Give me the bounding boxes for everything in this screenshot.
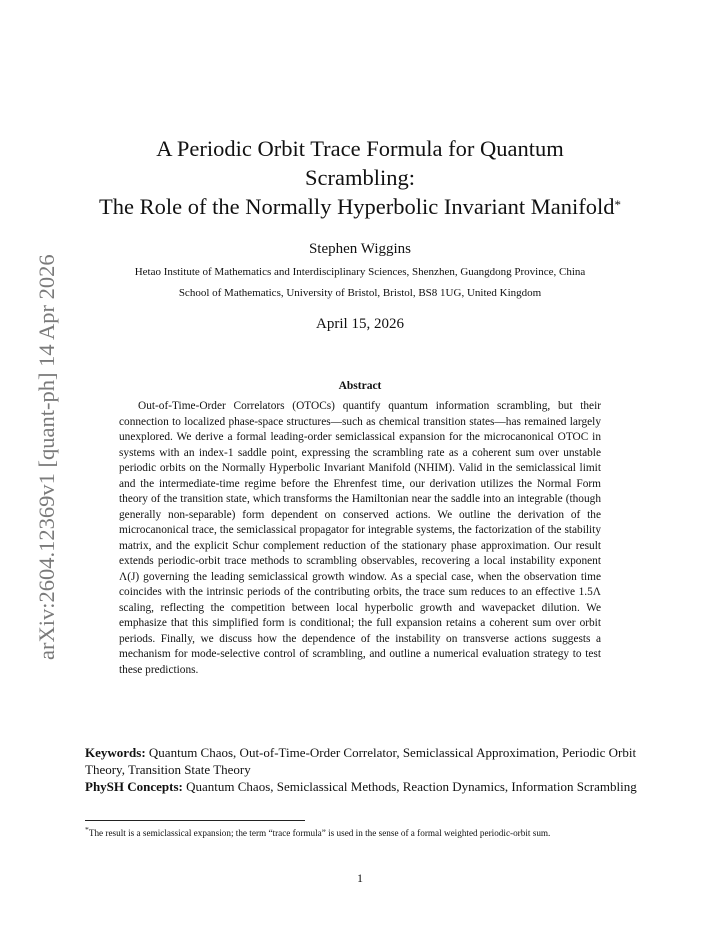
footnote-rule <box>85 820 305 821</box>
keywords-block <box>85 744 637 795</box>
physh-text: Quantum Chaos, Semiclassical Methods, Reaction Dynamics, Information Scrambling <box>186 779 637 794</box>
footnote <box>85 823 637 840</box>
affiliation-1: Hetao Institute of Mathematics and Interdisciplinary Sciences, Shenzhen, Guangdong Province, China <box>134 266 586 278</box>
title-footnote-mark[interactable]: * <box>614 197 621 212</box>
paper-date: April 15, 2026 <box>316 316 404 332</box>
title-line-3 <box>0 192 720 221</box>
arxiv-stamp: arXiv:2604.12369v1 [quant-ph] 14 Apr 2026 <box>34 254 59 660</box>
keywords-line <box>85 744 637 778</box>
page-number: 1 <box>357 871 363 885</box>
physh-line <box>85 778 637 795</box>
keywords-text: Quantum Chaos, Out-of-Time-Order Correlator, Semiclassical Approximation, Periodic Orbit Theory, Transition State Theory <box>85 745 637 777</box>
physh-label: PhySH Concepts: <box>85 779 183 794</box>
keywords-label: Keywords: <box>85 745 146 760</box>
affiliation-2: School of Mathematics, University of Bristol, Bristol, BS8 1UG, United Kingdom <box>178 287 542 299</box>
title-line-2: Scrambling: <box>305 165 415 190</box>
author-name: Stephen Wiggins <box>308 241 412 257</box>
title-line-1: A Periodic Orbit Trace Formula for Quantum <box>156 136 564 161</box>
paper-title <box>0 134 720 221</box>
footnote-text: The result is a semiclassical expansion; the term “trace formula” is used in the sense of a formal weighted periodic-orbit sum. <box>88 828 551 839</box>
footnote-mark: * <box>85 825 89 834</box>
title-line-3-text: The Role of the Normally Hyperbolic Invariant Manifold <box>99 194 615 219</box>
abstract-heading: Abstract <box>338 380 382 392</box>
abstract-text: Out-of-Time-Order Correlators (OTOCs) quantify quantum information scrambling, but their connection to localized phase-space structures—such as chemical transition states—has remained largely unexplored. We derive a formal leading-order semiclassical expansion for the microcanonical OTOC in systems with an index-1 saddle point, expressing the scrambling rate as a coherent sum over unstable periodic orbits on the Normally Hyperbolic Invariant Manifold (NHIM). Valid in the semiclassical limit and the intermediate-time regime before the Ehrenfest time, our derivation utilizes the Normal Form theory of the transition state, which transforms the Hamiltonian near the saddle into an integrable (though generally non-separable) form dependent on conserved actions. We outline the derivation of the microcanonical trace, the semiclassical propagator for integrable systems, the factorization of the stability matrix, and the explicit Schur complement reduction of the stationary phase approximation. Our result extends periodic-orbit trace methods to scrambling observables, recovering a local instability exponent Λ(J) governing the leading semiclassical growth window. As a special case, when the observation time coincides with the intrinsic periods of the contributing orbits, the trace sum reduces to an effective 1.5Λ scaling, reflecting the competition between local hyperbolic growth and wavepacket dilution. We emphasize that this simplified form is conditional; the full expansion retains a coherent sum over orbit periods. Finally, we discuss how the dependence of the instability on transverse actions suggests a mechanism for mode-selective control of scrambling, and outline a numerical evaluation strategy to test these predictions. <box>119 400 601 676</box>
